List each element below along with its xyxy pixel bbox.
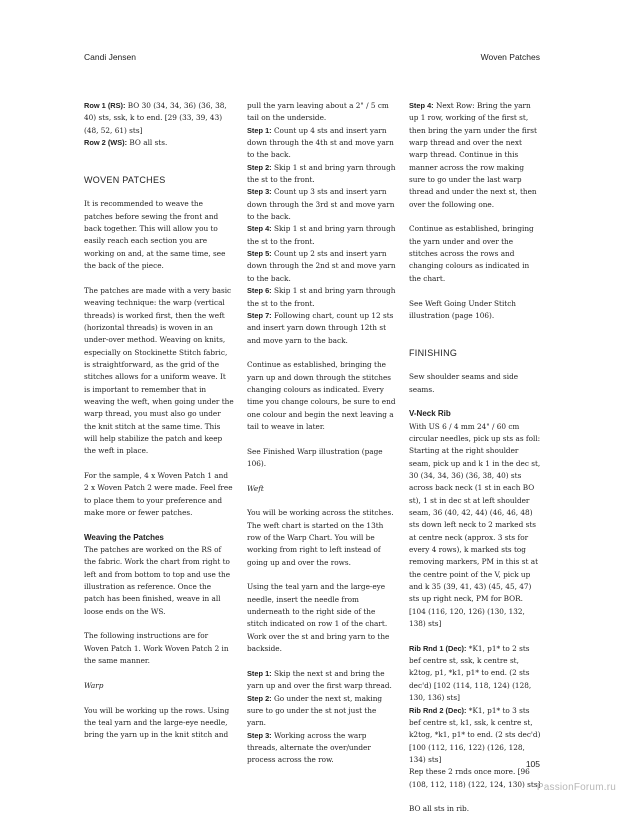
weft-step [247, 693, 397, 730]
paragraph: The following instructions are for Woven Patch 1. Work Woven Patch 2 in the same manner. [84, 631, 229, 666]
paragraph: You will be working across the stitches. The weft chart is started on the 13th row of the Warp Chart. You will be working from right to left instead of going up and over the rows. [247, 508, 394, 567]
rib2-label: Rib Rnd 2 (Dec): [409, 705, 467, 715]
column-3 [409, 100, 541, 828]
step-text: Working across the warp threads, alternate the over/under process across the row. [247, 730, 371, 765]
paragraph: With US 6 / 4 mm 24" / 60 cm circular needles, pick up sts as foll: Starting at the right shoulder seam, pick up and k 1 in the dec st, 30 (34, 34, 36) (36, 38, 40) sts across back neck (1 st in each BO st), 1 st in dec st at left shoulder seam, 36 (40, 42, 44) (46, 46, 48) sts down left neck to 2 marked sts at centre neck (approx. 3 sts for every 4 rows), k marked sts tog removing markers, PM in this st at the centre point of the V, pick up and k 35 (39, 41, 43) (45, 45, 47) sts up right neck, PM for BOR. [104 (116, 120, 126) (130, 132, 138) sts] [409, 421, 541, 629]
paragraph: It is recommended to weave the patches before sewing the front and back together. This will allow you to easily reach each section you are working on and, at the same time, see the back of the piece. [84, 199, 226, 271]
paragraph: Rep these 2 rnds once more. [96 (108, 112, 118) (122, 124, 130) sts] [409, 767, 541, 789]
warp-step [247, 125, 397, 162]
finishing-heading: FINISHING [409, 347, 458, 358]
page-header [84, 52, 540, 68]
woven-patches-heading: WOVEN PATCHES [84, 175, 166, 186]
step-text: Skip 1 st and bring yarn through the st to the front. [247, 224, 396, 246]
warp-step [247, 285, 397, 310]
rib2-text: *K1, p1* to 3 sts bef centre st, k1, ssk, k centre st, k2tog, *k1, p1* to end. (2 sts dec'd) [100 (112, 116, 122) (126, 128, 134) sts] [409, 705, 541, 764]
warp-step [247, 186, 397, 223]
step-label: Step 7: [247, 310, 272, 320]
step-label: Step 2: [247, 693, 272, 703]
weft-heading: Weft [247, 483, 264, 493]
step-text: Count up 3 sts and insert yarn down through the 3rd st and move yarn to the back. [247, 187, 395, 222]
step-label: Step 3: [247, 730, 272, 740]
warp-step [247, 310, 397, 347]
step-label: Step 5: [247, 249, 272, 259]
rib1-label: Rib Rnd 1 (Dec): [409, 643, 467, 653]
step-text: Go under the next st, making sure to go under the st not just the yarn. [247, 693, 383, 728]
step-text: Count up 2 sts and insert yarn down through the 2nd st and move yarn to the back. [247, 249, 396, 283]
row1-text: BO 30 (34, 34, 36) (36, 38, 40) sts, ssk, k to end. [29 (33, 39, 43) (48, 52, 61) sts] [84, 101, 227, 135]
row1-label: Row 1 (RS): [84, 101, 126, 110]
row2-instruction [84, 137, 234, 149]
weft-step-4 [409, 100, 541, 211]
vneck-rib-heading: V-Neck Rib [409, 409, 451, 419]
paragraph: For the sample, 4 x Woven Patch 1 and 2 x Woven Patch 2 were made. Feel free to place them to your preference and make more or fewer patches. [84, 470, 233, 517]
paragraph: Sew shoulder seams and side seams. [409, 372, 519, 394]
step-label: Step 1: [247, 668, 272, 678]
step-text: Skip 1 st and bring yarn through the st to the front. [247, 286, 396, 308]
page-number: 105 [525, 759, 540, 769]
column-2 [247, 100, 397, 767]
step-text: Next Row: Bring the yarn up 1 row, working of the first st, then bring the yarn under the first warp thread and over the next warp thread. Continue in this manner across the row making sure to go under the last warp thread and under the next st, then over the following one. [409, 101, 537, 209]
weft-step [247, 730, 397, 767]
row2-text: BO all sts. [127, 138, 168, 148]
step-label: Step 6: [247, 286, 272, 296]
step-label: Step 3: [247, 187, 272, 197]
spacer [84, 162, 234, 174]
step-text: Count up 4 sts and insert yarn down through the 4th st and move yarn to the back. [247, 125, 394, 160]
paragraph: You will be working up the rows. Using the teal yarn and the large-eye needle, bring the yarn up in the knit stitch and [84, 705, 230, 740]
step-text: Following chart, count up 12 sts and insert yarn down through 12th st and move yarn to the back. [247, 310, 394, 345]
step-text: Skip the next st and bring the yarn up and over the first warp thread. [247, 668, 392, 691]
step-label: Step 1: [247, 125, 272, 135]
warp-heading: Warp [84, 680, 104, 690]
paragraph: The patches are made with a very basic weaving technique: the warp (vertical threads) is worked first, then the weft (horizontal threads) is woven in an under-over method. Weaving on knits, especially on Stockinette Stitch fabric, is straightforward, as the grid of the stitches allows for a uniform weave. It is important to remember that in weaving the weft, when going under the warp thread, you must also go under the knit stitch at the same time. This will help stabilize the patch and keep the weft in place. [84, 285, 234, 456]
spacer [409, 335, 541, 347]
rib-round-2 [409, 705, 541, 767]
paragraph: See Weft Going Under Stitch illustration (page 106). [409, 298, 517, 320]
warp-step [247, 162, 397, 187]
watermark: PassionForum.ru [536, 782, 616, 793]
step-label: Step 4: [409, 101, 434, 110]
weft-step [247, 668, 397, 693]
step-text: Skip 1 st and bring yarn through the st to the front. [247, 162, 396, 185]
paragraph: See Finished Warp illustration (page 106). [247, 446, 383, 468]
paragraph: BO all sts in rib. [409, 804, 470, 814]
step-label: Step 2: [247, 162, 272, 172]
paragraph: Using the teal yarn and the large-eye needle, insert the needle from underneath to the right side of the stitch indicated on row 1 of the chart. Work over the st and bring yarn to the backside. [247, 582, 390, 654]
paragraph: Continue as established, bringing the yarn up and down through the stitches changing colours as indicated. Every time you change colours, be sure to end one colour and begin the next leaving a tail to weave in later. [247, 360, 396, 431]
rib-round-1 [409, 643, 541, 705]
column-1 [84, 100, 234, 742]
author-name: Candi Jensen [84, 52, 136, 62]
section-title: Woven Patches [480, 52, 540, 62]
warp-step [247, 248, 397, 285]
step-label: Step 4: [247, 224, 272, 234]
paragraph: Continue as established, bringing the yarn under and over the stitches across the rows and changing colours as indicated in the chart. [409, 224, 534, 283]
weaving-patches-heading: Weaving the Patches [84, 532, 164, 542]
row1-instruction [84, 100, 234, 137]
rib1-text: *K1, p1* to 2 sts bef centre st, ssk, k centre st, k2tog, p1, *k1, p1* to end. (2 sts dec'd) [102 (114, 118, 124) (128, 130, 136) sts] [409, 643, 532, 703]
paragraph: pull the yarn leaving about a 2" / 5 cm tail on the underside. [247, 101, 389, 123]
paragraph: The patches are worked on the RS of the fabric. Work the chart from right to left and from bottom to top and use the illustration as reference. Once the patch has been finished, weave in all loose ends on the WS. [84, 545, 231, 616]
row2-label: Row 2 (WS): [84, 138, 128, 148]
warp-step [247, 223, 397, 248]
